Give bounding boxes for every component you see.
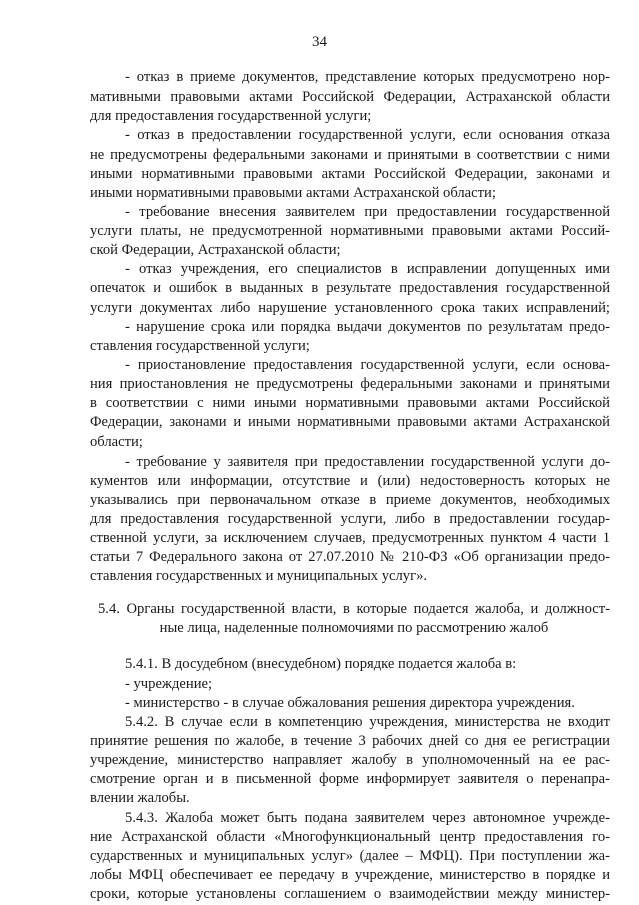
- text-line: сроки, которые установлены соглашением о взаимодействии между министер-: [90, 886, 610, 902]
- text-line: - нарушение срока или порядка выдачи документов по результатам предо-: [125, 318, 610, 335]
- text-line: иными нормативными правовыми актами Российской Федерации, законами и: [90, 165, 610, 182]
- text-line: области;: [90, 433, 143, 450]
- text-line: ственной услуги, за исключением случаев, предусмотренных пунктом 4 части 1: [90, 530, 610, 547]
- text-line: услуги документах либо нарушение установленного срока таких исправлений;: [90, 299, 610, 316]
- text-line: принятие решения по жалобе, в течение 3 рабочих дней со дня ее регистрации: [90, 732, 610, 749]
- text-line: - отказ в предоставлении государственной услуги, если основания отказа: [125, 127, 610, 144]
- text-line: - отказ в приеме документов, представление которых предусмотрено нор-: [125, 69, 610, 85]
- text-line: влении жалобы.: [90, 790, 190, 807]
- text-line: ставления государственных и муниципальных услуг».: [90, 568, 428, 585]
- text-line: - министерство - в случае обжалования решения директора учреждения.: [125, 694, 575, 711]
- section-heading-line: ные лица, наделенные полномочиями по рассмотрению жалоб: [159, 620, 549, 636]
- text-line: лобы МФЦ обеспечивает ее передачу в учреждение, министерство в порядке и: [90, 866, 610, 883]
- text-line: 5.4.3. Жалоба может быть подана заявителем через автономное учрежде-: [125, 809, 610, 826]
- text-line: смотрение орган и в письменной форме информирует заявителя о перенапра-: [90, 771, 610, 788]
- section-heading-line: 5.4. Органы государственной власти, в которые подается жалоба, и должност-: [98, 600, 610, 617]
- text-line: иными нормативными правовыми актами Астраханской области;: [90, 184, 496, 201]
- text-line: услуги платы, не предусмотренной нормативными правовыми актами Россий-: [90, 223, 610, 239]
- text-line: сударственных и муниципальных услуг» (далее – МФЦ). При поступлении жа-: [90, 847, 610, 864]
- text-line: - отказ учреждения, его специалистов в исправлении допущенных ими: [125, 261, 610, 278]
- text-line: мативными правовыми актами Российской Федерации, Астраханской области: [90, 89, 610, 106]
- text-line: ния приостановления не предусмотрены федеральными законами и принятыми: [90, 376, 610, 393]
- text-line: учреждение, министерство направляет жалобу в уполномоченный на ее рас-: [90, 752, 610, 769]
- text-line: не предусмотрены федеральными законами и принятыми в соответствии с ними: [90, 146, 610, 163]
- text-line: 5.4.1. В досудебном (внесудебном) порядке подается жалоба в:: [125, 656, 517, 673]
- text-line: Федерации, законами и иными нормативными правовыми актами Астраханской: [90, 414, 610, 431]
- text-line: для предоставления государственной услуги, либо в предоставлении государ-: [90, 511, 610, 527]
- text-line: ние Астраханской области «Многофункциональный центр предоставления го-: [90, 828, 610, 845]
- text-line: - требование внесения заявителем при предоставлении государственной: [125, 203, 610, 220]
- text-line: для предоставления государственной услуги;: [90, 108, 372, 125]
- text-line: - учреждение;: [125, 675, 213, 692]
- text-line: в соответствии с ними иными нормативными правовыми актами Российской: [90, 395, 610, 412]
- text-line: ской Федерации, Астраханской области;: [90, 242, 341, 259]
- text-line: опечаток и ошибок в выданных в результате предоставления государственной: [90, 280, 610, 297]
- text-line: - приостановление предоставления государственной услуги, если основа-: [125, 357, 610, 373]
- text-line: 5.4.2. В случае если в компетенцию учреждения, министерства не входит: [125, 713, 610, 730]
- page-number: 34: [312, 34, 327, 50]
- text-line: кументов или информации, отсутствие и (или) недостоверность которых не: [90, 472, 610, 489]
- text-line: ставления государственной услуги;: [90, 337, 310, 354]
- text-line: указывались при первоначальном отказе в приеме документов, необходимых: [90, 491, 610, 508]
- text-line: - требование у заявителя при предоставлении государственной услуги до-: [125, 453, 610, 470]
- text-line: статьи 7 Федерального закона от 27.07.2010 № 210-ФЗ «Об организации предо-: [90, 549, 610, 566]
